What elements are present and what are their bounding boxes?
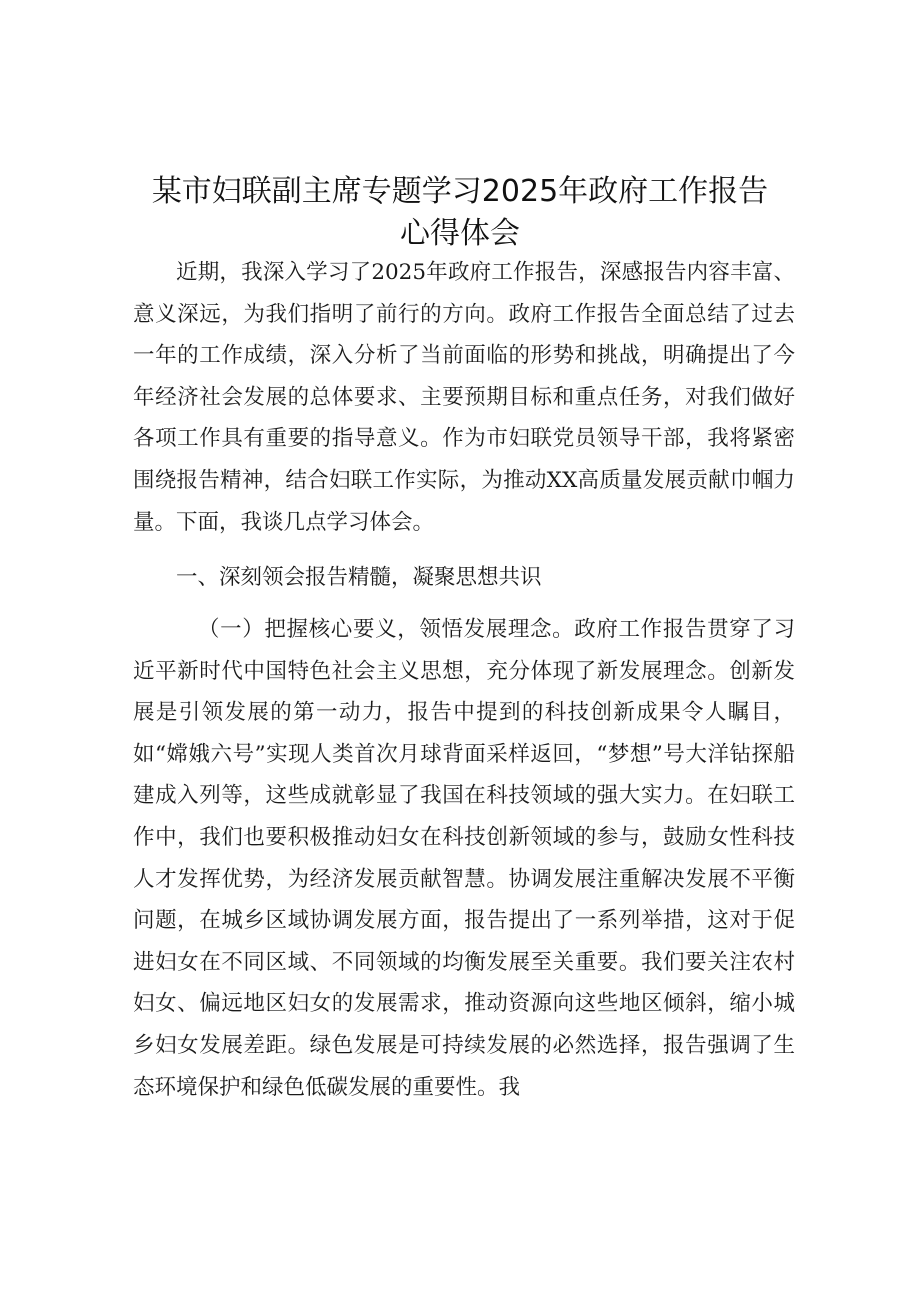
intro-paragraph: 近期，我深入学习了2025年政府工作报告，深感报告内容丰富、意义深远，为我们指明了前行的方向。政府工作报告全面总结了过去一年的工作成绩，深入分析了当前面临的形势和挑战，明确提出了今年经济社会发展的总体要求、主要预期目标和重点任务，对我们做好各项工作具有重要的指导意义。作为市妇联党员领导干部，我将紧密围绕报告精神，结合妇联工作实际，为推动XX高质量发展贡献巾帼力量。下面，我谈几点学习体会。	[133, 260, 795, 535]
document-title-line-1: 某市妇联副主席专题学习2025年政府工作报告	[151, 174, 769, 209]
section-1-paragraph-1: （一）把握核心要义，领悟发展理念。政府工作报告贯穿了习近平新时代中国特色社会主义思想，充分体现了新发展理念。创新发展是引领发展的第一动力，报告中提到的科技创新成果令人瞩目，如“嫦娥六号”实现人类首次月球背面采样返回，“梦想”号大洋钻探船建成入列等，这些成就彰显了我国在科技领域的强大实力。在妇联工作中，我们也要积极推动妇女在科技创新领域的参与，鼓励女性科技人才发挥优势，为经济发展贡献智慧。协调发展注重解决发展不平衡问题，在城乡区域协调发展方面，报告提出了一系列举措，这对于促进妇女在不同区域、不同领域的均衡发展至关重要。我们要关注农村妇女、偏远地区妇女的发展需求，推动资源向这些地区倾斜，缩小城乡妇女发展差距。绿色发展是可持续发展的必然选择，报告强调了生态环境保护和绿色低碳发展的重要性。我	[133, 617, 796, 1100]
document-title-line-2: 心得体会	[400, 216, 520, 251]
section-1-heading: 一、深刻领会报告精髓，凝聚思想共识	[176, 565, 542, 590]
